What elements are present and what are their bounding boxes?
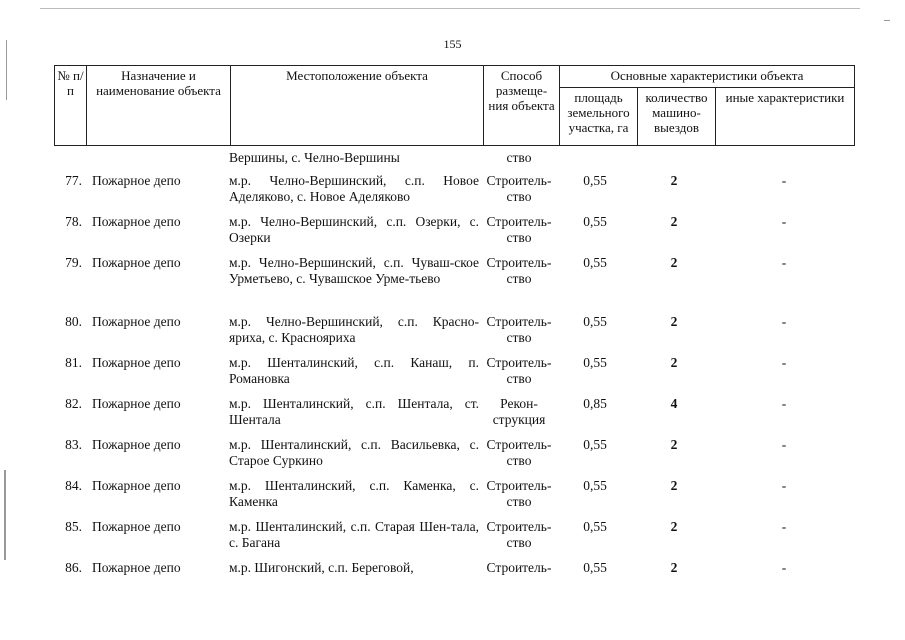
row-method: Строитель-ство: [486, 214, 552, 245]
row-location: м.р. Челно-Вершинский, с.п. Красно-яриха, с. Краснояриха: [229, 314, 479, 345]
row-method: Строитель-ство: [486, 519, 552, 550]
row-area: 0,55: [583, 314, 607, 329]
header-cars: количество машино-выездов: [638, 88, 716, 146]
row-number: 84.: [65, 478, 82, 493]
row-area: 0,55: [583, 214, 607, 229]
row-other: -: [781, 396, 787, 411]
row-number: 85.: [65, 519, 82, 534]
row-other: -: [781, 314, 787, 329]
row-name: Пожарное депо: [92, 519, 181, 534]
row-area: 0,55: [583, 173, 607, 188]
row-number: 81.: [65, 355, 82, 370]
row-area: 0,55: [583, 437, 607, 452]
row-name: Пожарное депо: [92, 214, 181, 229]
row-name: Пожарное депо: [92, 478, 181, 493]
row-method: Строитель-ство: [486, 314, 552, 345]
row-other: -: [781, 255, 787, 270]
row-location: м.р. Шенталинский, с.п. Каменка, с. Каменка: [229, 478, 479, 509]
row-other: -: [781, 214, 787, 229]
row-cars: 2: [670, 173, 678, 188]
header-method: Способ размеще-ния объекта: [484, 66, 560, 146]
row-name: Пожарное депо: [92, 437, 181, 452]
row-location: м.р. Шенталинский, с.п. Шентала, ст. Шентала: [229, 396, 479, 427]
scan-top-edge: [40, 8, 860, 9]
row-method: Строитель-ство: [486, 173, 552, 204]
row-location: Вершины, с. Челно-Вершины: [229, 150, 400, 165]
row-method: Рекон-струкция: [492, 396, 546, 427]
row-area: 0,85: [583, 396, 607, 411]
row-other: -: [781, 478, 787, 493]
row-cars: 4: [670, 396, 678, 411]
row-name: Пожарное депо: [92, 173, 181, 188]
row-method: Строитель-ство: [486, 355, 552, 386]
row-area: 0,55: [583, 478, 607, 493]
row-number: 83.: [65, 437, 82, 452]
row-area: 0,55: [583, 255, 607, 270]
row-number: 78.: [65, 214, 82, 229]
row-name: Пожарное депо: [92, 255, 181, 270]
row-number: 77.: [65, 173, 82, 188]
row-method: Строитель-ство: [486, 255, 552, 286]
row-name: Пожарное депо: [92, 355, 181, 370]
row-location: м.р. Челно-Вершинский, с.п. Озерки, с. Озерки: [229, 214, 479, 245]
row-cars: 2: [670, 214, 678, 229]
header-num: № п/п: [55, 66, 87, 146]
row-method: ство: [506, 150, 532, 165]
row-name: Пожарное депо: [92, 560, 181, 575]
header-main-characteristics: Основные характеристики объекта: [560, 66, 855, 88]
row-cars: 2: [670, 355, 678, 370]
header-other: иные характеристики: [716, 88, 855, 146]
row-location: м.р. Шенталинский, с.п. Канаш, п. Романовка: [229, 355, 479, 386]
row-cars: 2: [670, 478, 678, 493]
row-number: 80.: [65, 314, 82, 329]
row-name: Пожарное депо: [92, 314, 181, 329]
header-area: площадь земельного участка, га: [560, 88, 638, 146]
row-area: 0,55: [583, 355, 607, 370]
row-area: 0,55: [583, 560, 607, 575]
row-method: Строитель-ство: [486, 437, 552, 468]
row-cars: 2: [670, 437, 678, 452]
row-method: Строитель-ство: [486, 478, 552, 509]
scan-artifact-left-bottom: [4, 470, 6, 560]
row-number: 82.: [65, 396, 82, 411]
header-location: Местоположение объекта: [231, 66, 484, 146]
row-location: м.р. Челно-Вершинский, с.п. Чуваш-ское Урметьево, с. Чувашское Урме-тьево: [229, 255, 479, 286]
row-cars: 2: [670, 314, 678, 329]
row-other: -: [781, 519, 787, 534]
row-other: -: [781, 560, 787, 575]
row-other: -: [781, 355, 787, 370]
row-other: -: [781, 173, 787, 188]
row-method: Строитель-: [486, 560, 552, 575]
row-location: м.р. Челно-Вершинский, с.п. Новое Аделяково, с. Новое Аделяково: [229, 173, 479, 204]
header-name: Назначение и наименование объекта: [87, 66, 231, 146]
scan-artifact-right: [884, 20, 890, 21]
row-location: м.р. Шенталинский, с.п. Старая Шен-тала, с. Багана: [229, 519, 479, 550]
row-cars: 2: [670, 560, 678, 575]
row-cars: 2: [670, 255, 678, 270]
row-area: 0,55: [583, 519, 607, 534]
row-number: 86.: [65, 560, 82, 575]
row-location: м.р. Шенталинский, с.п. Васильевка, с. Старое Суркино: [229, 437, 479, 468]
row-location: м.р. Шигонский, с.п. Береговой,: [229, 560, 414, 575]
row-other: -: [781, 437, 787, 452]
table-header: [54, 65, 855, 146]
row-number: 79.: [65, 255, 82, 270]
row-name: Пожарное депо: [92, 396, 181, 411]
row-cars: 2: [670, 519, 678, 534]
page-number: 155: [443, 37, 462, 51]
